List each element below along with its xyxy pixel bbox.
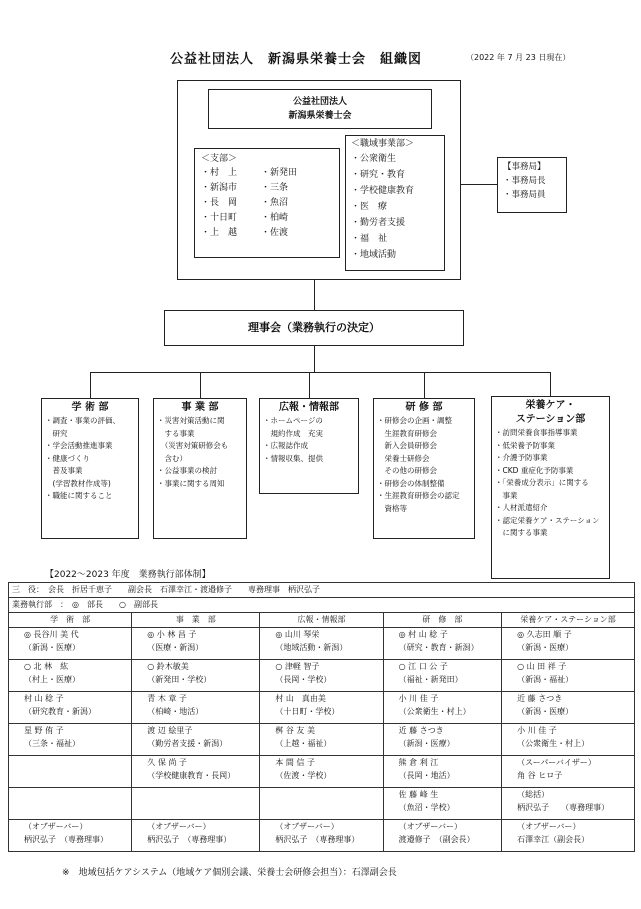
member-affiliation: （新発田・学校） — [147, 675, 212, 684]
roster-cell — [9, 756, 132, 788]
member-affiliation: （新潟・医療） — [517, 707, 574, 716]
occupational-item: ・医 療 — [351, 202, 388, 212]
roster-cell — [260, 788, 383, 820]
legend-row: 業務執行部 ： ◎ 部長 ○ 副部長 — [9, 598, 635, 613]
dept-item: ・研修会の企画・調整 — [377, 416, 452, 425]
member-affiliation: （新潟・医療） — [517, 643, 574, 652]
member-affiliation: 柄沢弘子 （専務理事） — [24, 835, 108, 844]
dept-training — [373, 398, 475, 539]
occupational-divisions-box — [345, 135, 445, 271]
connector-dept-1 — [90, 372, 91, 398]
dept-projects — [153, 398, 247, 539]
member-affiliation: （勤労者支援・新潟） — [147, 739, 228, 748]
footnote: ※ 地域包括ケアシステム（地域ケア個別会議、栄養士会研修会担当）：石澤副会長 — [62, 868, 397, 878]
roster-cell — [260, 820, 383, 852]
dept-item: 資格等 — [377, 503, 407, 513]
member-affiliation: （医療・新潟） — [147, 643, 204, 652]
dept-item: に関する事業 — [495, 528, 548, 537]
secretariat-connector — [461, 184, 497, 185]
branches-heading: ＜支部＞ — [201, 154, 238, 164]
roster-cell — [132, 692, 260, 724]
col-header: 研 修 部 — [383, 613, 501, 628]
dept-item: ・学会活動推進事業 — [45, 441, 113, 450]
member-affiliation: （公衆衛生・村上） — [398, 707, 471, 716]
roster-cell — [383, 756, 501, 788]
dept-item: ・職能に関すること — [45, 491, 113, 500]
member-name: ◎ 山川 琴栄 — [275, 630, 320, 639]
member-affiliation: （上越・福祉） — [275, 739, 332, 748]
table-row — [9, 788, 635, 820]
roster-cell — [132, 660, 260, 692]
member-name: 本 間 信 子 — [275, 758, 315, 767]
branches-box — [194, 148, 340, 258]
connector-board-vertical — [314, 346, 315, 372]
member-name: （オブザーバー） — [275, 822, 339, 831]
member-name: 小 川 佳 子 — [398, 694, 439, 703]
dept-item: ・事業に関する周知 — [157, 478, 225, 488]
roster-cell — [502, 820, 635, 852]
roster-cell — [9, 788, 132, 820]
branch-item: ・上 越 — [201, 228, 238, 238]
dept-item: ・公益事業の検討 — [157, 466, 217, 475]
member-name: ◎ 長谷川 美 代 — [24, 630, 79, 639]
as-of-date: （2022 年 7 月 23 日現在） — [466, 53, 571, 62]
member-name: （オブザーバー） — [24, 822, 88, 831]
member-name: 熊 倉 利 江 — [398, 758, 439, 767]
connector-top-vertical — [314, 280, 315, 310]
branch-item: ・村 上 — [201, 168, 238, 178]
member-name: ◎ 久志田 順 子 — [517, 630, 572, 639]
board-box: 理事会（業務執行の決定） — [164, 310, 464, 346]
table-row — [9, 628, 635, 660]
member-affiliation: 石澤幸江（副会長） — [517, 835, 590, 844]
dept-item: 生涯教育研修会 — [377, 428, 437, 438]
roster-cell — [502, 788, 635, 820]
dept-item: ・認定栄養ケア・ステーション — [495, 515, 600, 525]
member-affiliation: （公衆衛生・村上） — [517, 739, 590, 748]
member-name: （オブザーバー） — [147, 822, 211, 831]
dept-item: ・CKD 重症化予防事業 — [495, 465, 574, 475]
branch-item: ・魚沼 — [261, 198, 289, 208]
member-affiliation: （研究・教育・新潟） — [398, 643, 479, 652]
roster-cell — [502, 660, 635, 692]
org-line-2: 新潟県栄養士会 — [288, 111, 352, 121]
dept-item: ・健康づくり — [45, 453, 90, 463]
roster-cell — [260, 628, 383, 660]
roster-cell — [132, 628, 260, 660]
roster-cell — [9, 724, 132, 756]
roster-cell — [383, 724, 501, 756]
branch-item: ・十日町 — [201, 213, 238, 223]
roster-cell — [132, 788, 260, 820]
dept-item: ・情報収集、提供 — [263, 453, 323, 463]
roster-cell — [502, 756, 635, 788]
member-affiliation: 柄沢弘子 （専務理事） — [275, 835, 360, 844]
member-affiliation: （地域活動・新潟） — [275, 643, 348, 652]
col-header: 広報・情報部 — [260, 613, 383, 628]
member-affiliation: （三条・福祉） — [24, 739, 80, 748]
occupational-item: ・公衆衛生 — [351, 154, 397, 164]
dept-item: ・ホームページの — [263, 416, 323, 425]
member-name: （スーパーバイザー） — [517, 758, 596, 767]
roster-cell — [502, 724, 635, 756]
branch-item: ・三条 — [261, 183, 289, 193]
secretariat-heading: 【事務局】 — [503, 162, 546, 172]
col-header: 栄養ケア・ステーション部 — [502, 613, 635, 628]
member-name: ○ 鈴木敏美 — [147, 662, 189, 671]
member-affiliation: （魚沼・学校） — [398, 803, 455, 812]
dept-item: 研究 — [45, 428, 68, 438]
member-name: ○ 津軽 智子 — [275, 662, 320, 671]
table-row — [9, 756, 635, 788]
dept-item: (学習教材作成等) — [45, 478, 111, 488]
member-name: 近 藤 さつき — [398, 726, 444, 735]
branches-col-2 — [261, 166, 297, 241]
roster-cell — [132, 756, 260, 788]
branch-item: ・新潟市 — [201, 183, 238, 193]
occupational-item: ・地域活動 — [351, 250, 397, 260]
roster-cell — [9, 692, 132, 724]
member-affiliation: （十日町・学校） — [275, 707, 340, 716]
member-affiliation: （福祉・新発田） — [398, 675, 463, 684]
member-name: 村 山 稔 子 — [24, 694, 64, 703]
occupational-item: ・学校健康教育 — [351, 186, 415, 196]
member-affiliation: （長岡・地活） — [398, 771, 455, 780]
roster-cell — [260, 692, 383, 724]
roster-cell — [9, 820, 132, 852]
occupational-heading: ＜職域事業部＞ — [351, 139, 415, 149]
dept-item: する事業 — [157, 428, 195, 438]
roster-cell — [260, 756, 383, 788]
dept-pr-info — [259, 398, 359, 494]
roster-cell — [502, 692, 635, 724]
col-header: 事 業 部 — [132, 613, 260, 628]
roster-cell — [260, 724, 383, 756]
member-name: 村 山 真由美 — [275, 694, 326, 703]
member-affiliation: （研究教育・新潟） — [24, 707, 96, 716]
roster-cell — [9, 660, 132, 692]
dept-item: ・介護予防事業 — [495, 453, 548, 462]
roster-cell — [9, 628, 132, 660]
secretariat-box — [497, 157, 567, 213]
roster-caption: 【2022〜2023 年度 業務執行部体制】 — [45, 570, 211, 580]
member-name: 星 野 侑 子 — [24, 726, 64, 735]
member-name: 小 川 佳 子 — [517, 726, 557, 735]
dept-item: 規約作成 充実 — [263, 428, 323, 438]
branch-item: ・長 岡 — [201, 198, 238, 208]
member-name: 久 保 尚 子 — [147, 758, 187, 767]
member-affiliation: （新潟・医療） — [24, 643, 80, 652]
dept-item: その他の研修会 — [377, 466, 437, 475]
branch-item: ・柏崎 — [261, 213, 289, 223]
table-row — [9, 820, 635, 852]
occupational-item: ・勤労者支援 — [351, 218, 406, 228]
roster-cell — [132, 724, 260, 756]
member-name: ○ 江 口 公 子 — [398, 662, 448, 671]
connector-dept-4 — [424, 372, 425, 398]
member-affiliation: （学校健康教育・長岡） — [147, 771, 236, 780]
dept-item: ・訪問栄養食事指導事業 — [495, 428, 578, 437]
dept-title: 事 業 部 — [181, 402, 219, 413]
branch-item: ・佐渡 — [261, 228, 289, 238]
dept-item: 栄養士研修会 — [377, 453, 430, 463]
roster-cell — [383, 788, 501, 820]
member-affiliation: 柄沢弘子 （専務理事） — [147, 835, 232, 844]
chart-title: 公益社団法人 新潟県栄養士会 組織図 — [170, 52, 423, 67]
roster-cell — [383, 628, 501, 660]
member-name: ◎ 小 林 昌 子 — [147, 630, 197, 639]
roster-table — [8, 582, 635, 852]
member-name: 渡 辺 絵里子 — [147, 726, 193, 735]
col-header: 学 術 部 — [9, 613, 132, 628]
branches-col-1 — [201, 166, 237, 241]
dept-item: ・人材派遣紹介 — [495, 503, 548, 512]
member-affiliation: （村上・医療） — [24, 675, 80, 684]
dept-item: ・低栄養予防事業 — [495, 440, 555, 450]
dept-item: ・「栄養成分表示」に関する — [495, 478, 589, 487]
officers-row: 三 役： 会長 折居千恵子 副会長 石澤幸江・渡邉修子 専務理事 柄沢弘子 — [9, 583, 635, 598]
member-name: ◎ 村 山 稔 子 — [398, 630, 448, 639]
roster-cell — [502, 628, 635, 660]
dept-item: 事業 — [495, 490, 518, 500]
member-name: 近 藤 さつき — [517, 694, 563, 703]
secretariat-item: ・事務局員 — [503, 190, 546, 200]
roster-cell — [383, 660, 501, 692]
secretariat-item: ・事務局長 — [503, 176, 546, 186]
member-affiliation: （新潟・医療） — [398, 739, 455, 748]
member-name: ○ 北 林 紘 — [24, 662, 69, 671]
dept-item: 普及事業 — [45, 466, 83, 475]
table-row — [9, 660, 635, 692]
member-affiliation: 角 谷 ヒロ子 — [517, 771, 563, 780]
dept-item: ・研修会の体制整備 — [377, 478, 445, 488]
dept-item: ・調査・事業の評価、 — [45, 416, 120, 425]
member-name: （総括） — [517, 790, 550, 799]
member-affiliation: 柄沢弘子 （専務理事） — [517, 803, 610, 812]
member-affiliation: （佐渡・学校） — [275, 771, 332, 780]
member-name: （オブザーバー） — [517, 822, 581, 831]
org-line-1: 公益社団法人 — [292, 97, 347, 107]
dept-title: 広報・情報部 — [279, 402, 339, 413]
member-name: （オブザーバー） — [398, 822, 462, 831]
association-name-box — [208, 89, 432, 129]
dept-title: 学 術 部 — [71, 402, 109, 413]
dept-item: ・災害対策活動に関 — [157, 416, 225, 425]
dept-academic — [41, 398, 139, 539]
dept-item: ・広報誌作成 — [263, 441, 308, 450]
member-name: 佐 藤 峰 生 — [398, 790, 439, 799]
member-affiliation: （柏崎・地活） — [147, 707, 204, 716]
connector-dept-2 — [200, 372, 201, 398]
table-row — [9, 724, 635, 756]
occupational-item: ・福 祉 — [351, 234, 388, 244]
occupational-item: ・研究・教育 — [351, 170, 406, 180]
roster-cell — [383, 820, 501, 852]
dept-title: 栄養ケア・ ステーション部 — [515, 400, 586, 425]
roster-cell — [260, 660, 383, 692]
roster-cell — [383, 692, 501, 724]
dept-item: 含む） — [157, 453, 187, 463]
table-row — [9, 692, 635, 724]
member-name: 桝 谷 友 美 — [275, 726, 315, 735]
connector-horizontal — [90, 372, 550, 373]
connector-dept-3 — [309, 372, 310, 398]
roster-cell — [132, 820, 260, 852]
branch-item: ・新発田 — [261, 168, 298, 178]
member-affiliation: （長岡・学校） — [275, 675, 332, 684]
dept-nutrition-care-station — [491, 396, 610, 579]
member-affiliation: （新潟・福祉） — [517, 675, 574, 684]
header-row — [9, 613, 635, 628]
dept-title: 研 修 部 — [405, 402, 443, 413]
member-affiliation: 渡邉修子 （副会長） — [398, 835, 475, 844]
dept-item: ・生涯教育研修会の認定 — [377, 491, 460, 500]
member-name: ○ 山 田 祥 子 — [517, 662, 567, 671]
connector-dept-5 — [550, 372, 551, 396]
member-name: 青 木 章 子 — [147, 694, 187, 703]
dept-item: 新入会員研修会 — [377, 441, 437, 450]
dept-item: （災害対策研修会も — [157, 441, 229, 450]
